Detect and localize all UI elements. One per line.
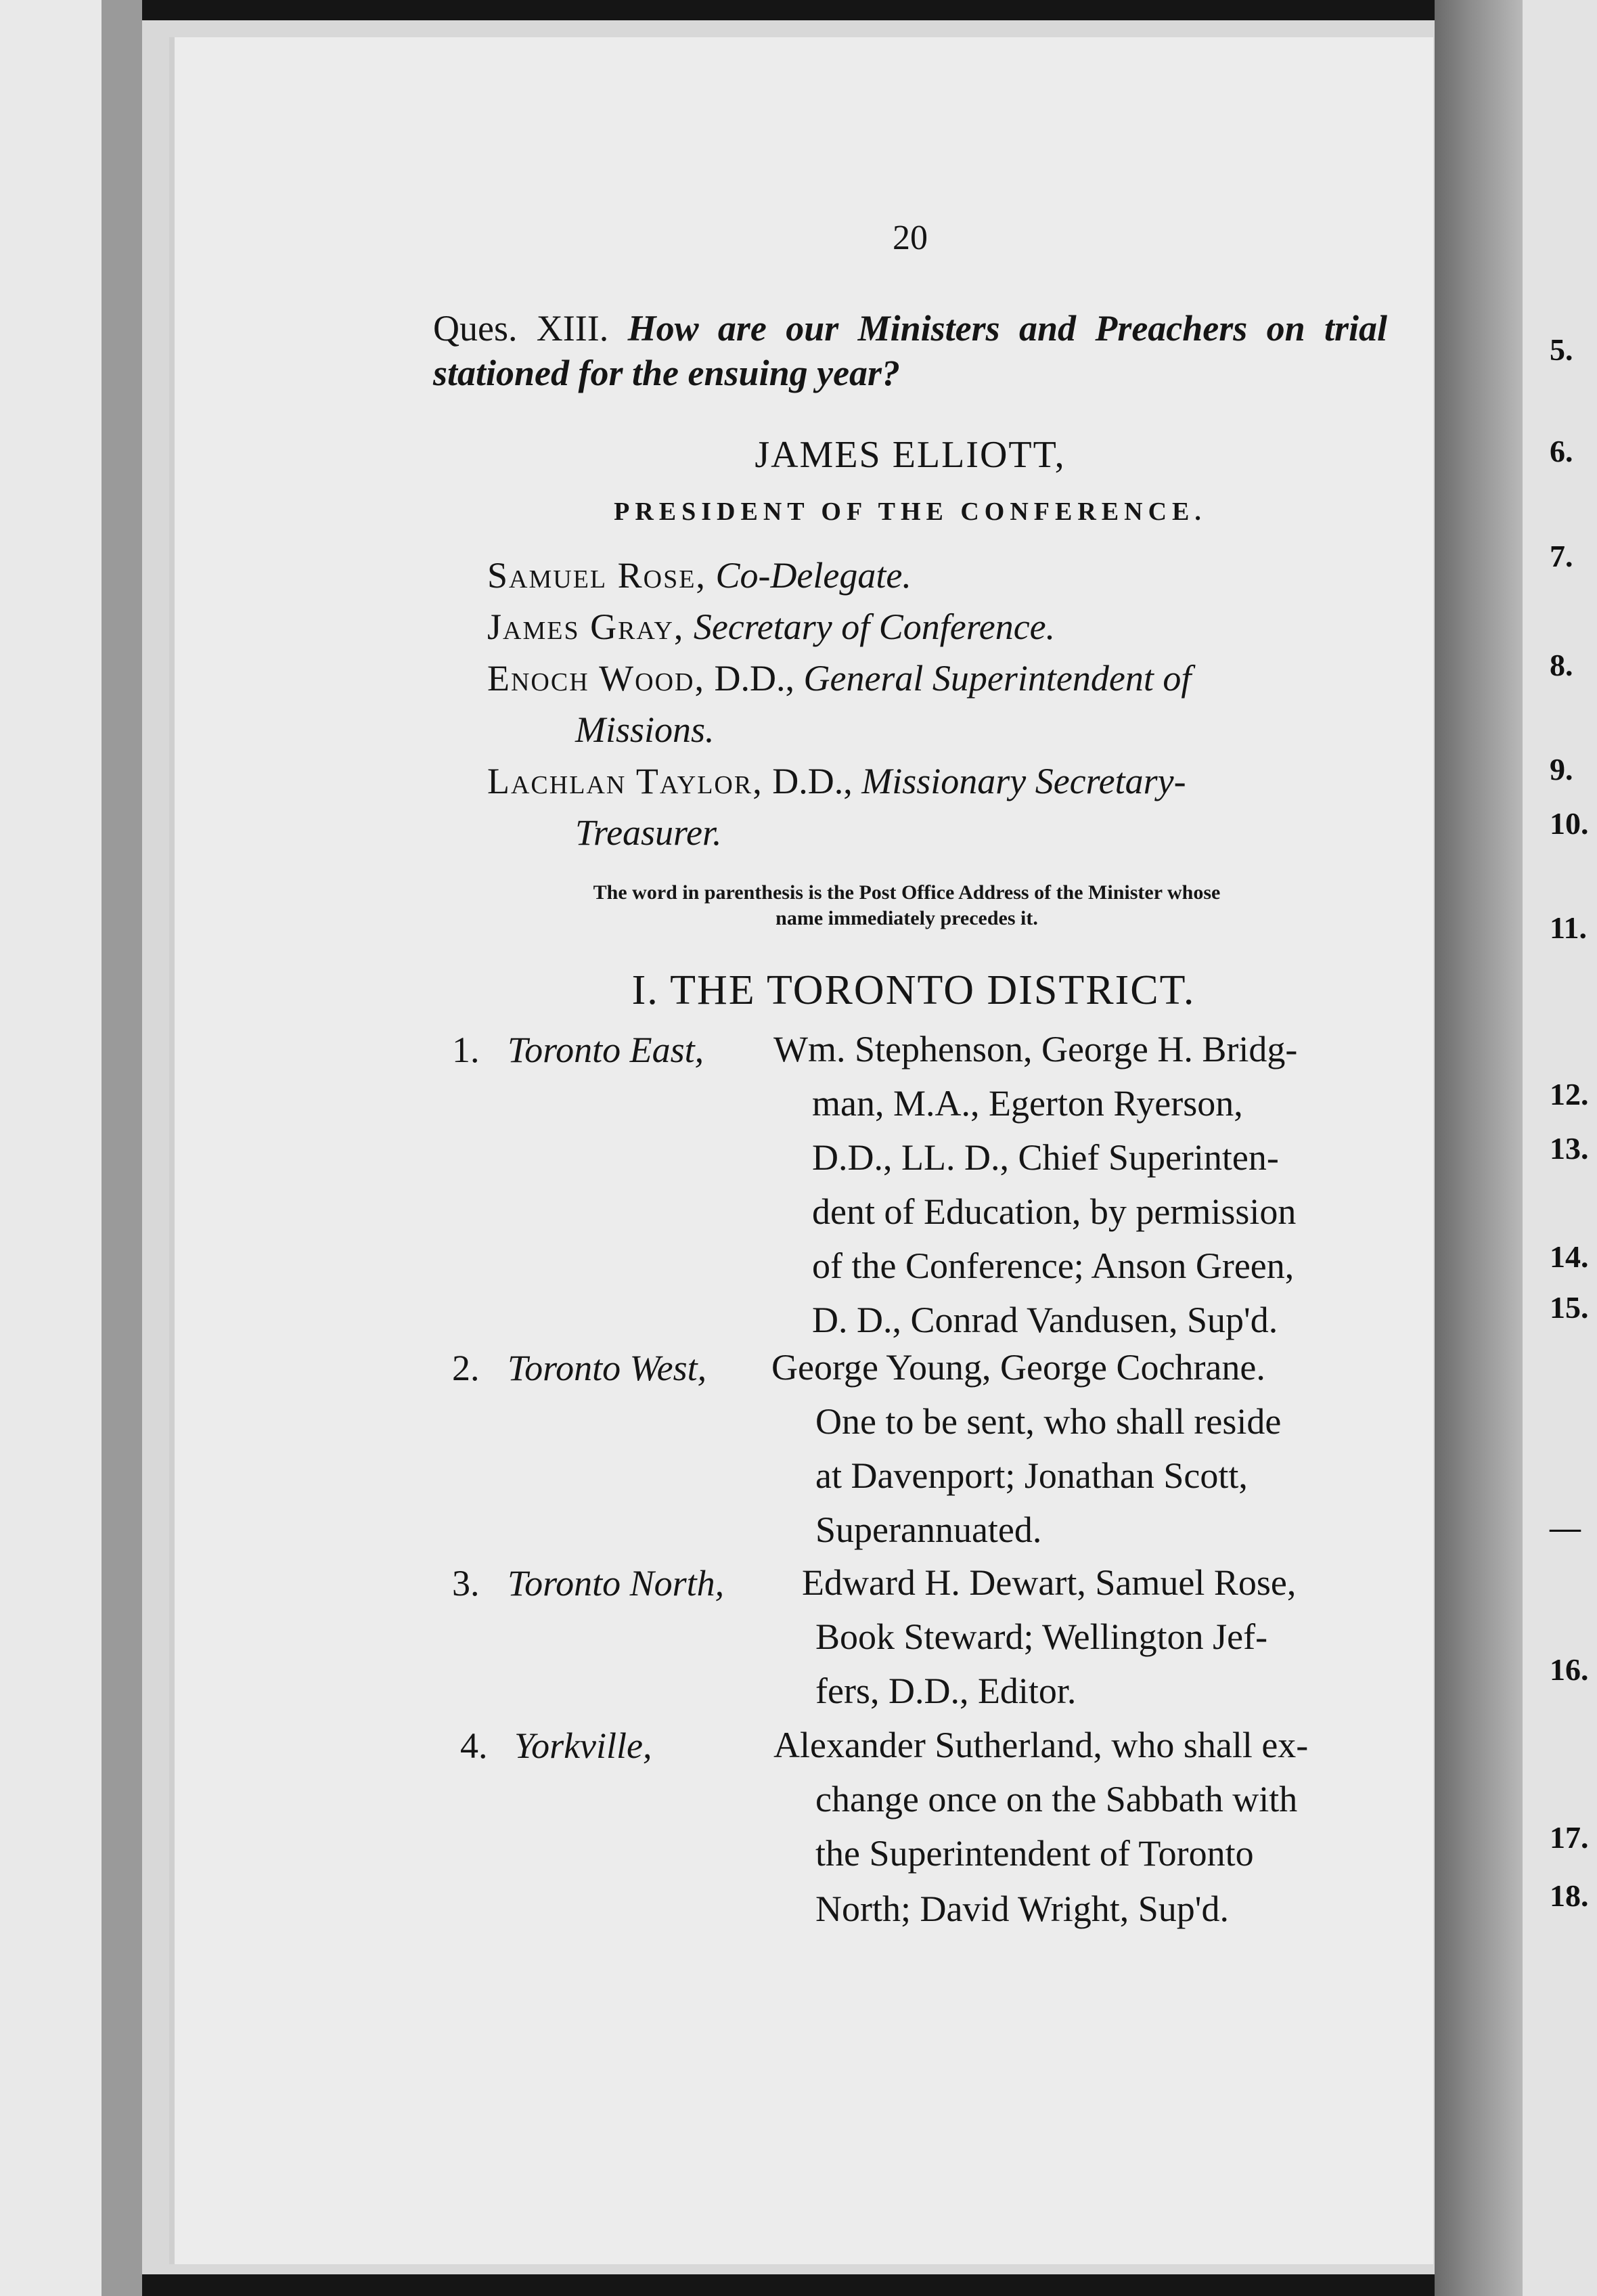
entry-line: George Young, George Cochrane.: [771, 1347, 1265, 1388]
facing-page-number: 13.: [1550, 1131, 1589, 1166]
entry-place: Yorkville,: [514, 1725, 652, 1766]
entry-line: change once on the Sabbath with: [815, 1779, 1298, 1819]
entry-line: North; David Wright, Sup'd.: [815, 1889, 1230, 1929]
facing-page-number: —: [1550, 1510, 1581, 1545]
entry-number: 4.: [460, 1725, 488, 1766]
entry-number: 1.: [452, 1030, 480, 1070]
facing-page-number: 8.: [1550, 648, 1573, 682]
officer-role: Co-Delegate.: [715, 555, 912, 596]
scan-left-margin: [0, 0, 102, 2296]
entry-line: One to be sent, who shall reside: [815, 1401, 1282, 1442]
officer-name: Lachlan Taylor,: [487, 761, 763, 801]
officer-role: Missionary Secretary-: [861, 761, 1186, 801]
facing-page-number: 5.: [1550, 332, 1573, 367]
officer-degree: D.D.,: [772, 761, 853, 801]
facing-page-number: 9.: [1550, 752, 1573, 787]
facing-page-number: 7.: [1550, 539, 1573, 573]
facing-page-number: 12.: [1550, 1077, 1589, 1111]
facing-page-number: 18.: [1550, 1878, 1589, 1913]
president-title: PRESIDENT OF THE CONFERENCE.: [614, 498, 1207, 526]
entry-line: at Davenport; Jonathan Scott,: [815, 1455, 1248, 1496]
question-text: How are our Ministers and Preachers on trial stationed for the ensuing year?: [433, 308, 1387, 393]
question-heading: [433, 306, 1387, 395]
facing-page-number: 17.: [1550, 1820, 1589, 1855]
officer-role-continued: Treasurer.: [575, 812, 722, 853]
entry-line: Alexander Sutherland, who shall ex-: [773, 1725, 1309, 1765]
note-line: The word in parenthesis is the Post Office Address of the Minister whose: [593, 881, 1221, 904]
entry-line: man, M.A., Egerton Ryerson,: [812, 1083, 1243, 1124]
officer-name: Enoch Wood,: [487, 658, 705, 699]
entry-place: Toronto North,: [508, 1563, 725, 1604]
entry-line: dent of Education, by permission: [812, 1191, 1297, 1232]
entry-line: the Superintendent of Toronto: [815, 1833, 1254, 1874]
entry-number: 2.: [452, 1348, 480, 1388]
officer-name: Samuel Rose,: [487, 555, 706, 596]
entry-place: Toronto West,: [508, 1348, 707, 1388]
note-line: name immediately precedes it.: [775, 907, 1038, 929]
facing-page-number: 16.: [1550, 1652, 1589, 1687]
officer-secretary: [487, 601, 1394, 653]
entry-place: Toronto East,: [508, 1030, 704, 1070]
president-name: JAMES ELLIOTT,: [755, 434, 1066, 476]
entry-line: of the Conference; Anson Green,: [812, 1245, 1295, 1286]
book-gutter: [1435, 0, 1523, 2296]
scan-left-edge: [102, 0, 142, 2296]
entry-number: 3.: [452, 1563, 480, 1604]
officer-role: General Superintendent of: [803, 658, 1192, 699]
question-label: Ques. XIII.: [433, 308, 609, 349]
officer-co-delegate: [487, 550, 1394, 601]
facing-page-number: 6.: [1550, 434, 1573, 468]
officer-name: James Gray,: [487, 606, 685, 647]
entry-line: Book Steward; Wellington Jef-: [815, 1616, 1268, 1657]
entry-line: Superannuated.: [815, 1509, 1042, 1550]
officer-role: Secretary of Conference.: [693, 606, 1056, 647]
facing-page-number: 15.: [1550, 1290, 1589, 1325]
entry-line: fers, D.D., Editor.: [815, 1671, 1077, 1711]
entry-line: D.D., LL. D., Chief Superinten-: [812, 1137, 1279, 1178]
entry-line: D. D., Conrad Vandusen, Sup'd.: [812, 1300, 1278, 1340]
officer-general-superintendent: [487, 653, 1394, 755]
officer-role-continued: Missions.: [575, 709, 715, 750]
post-office-note: [420, 880, 1394, 931]
entry-line: Edward H. Dewart, Samuel Rose,: [802, 1562, 1297, 1603]
officer-degree: D.D.,: [714, 658, 794, 699]
facing-page-number: 11.: [1550, 910, 1587, 945]
officers-list: [487, 550, 1394, 858]
district-heading: I. THE TORONTO DISTRICT.: [631, 967, 1196, 1013]
facing-page-number: 14.: [1550, 1239, 1589, 1274]
officer-missionary-secretary: [487, 755, 1394, 858]
page-number: 20: [893, 219, 928, 257]
entry-line: Wm. Stephenson, George H. Bridg-: [773, 1029, 1298, 1069]
facing-page-number: 10.: [1550, 806, 1589, 841]
